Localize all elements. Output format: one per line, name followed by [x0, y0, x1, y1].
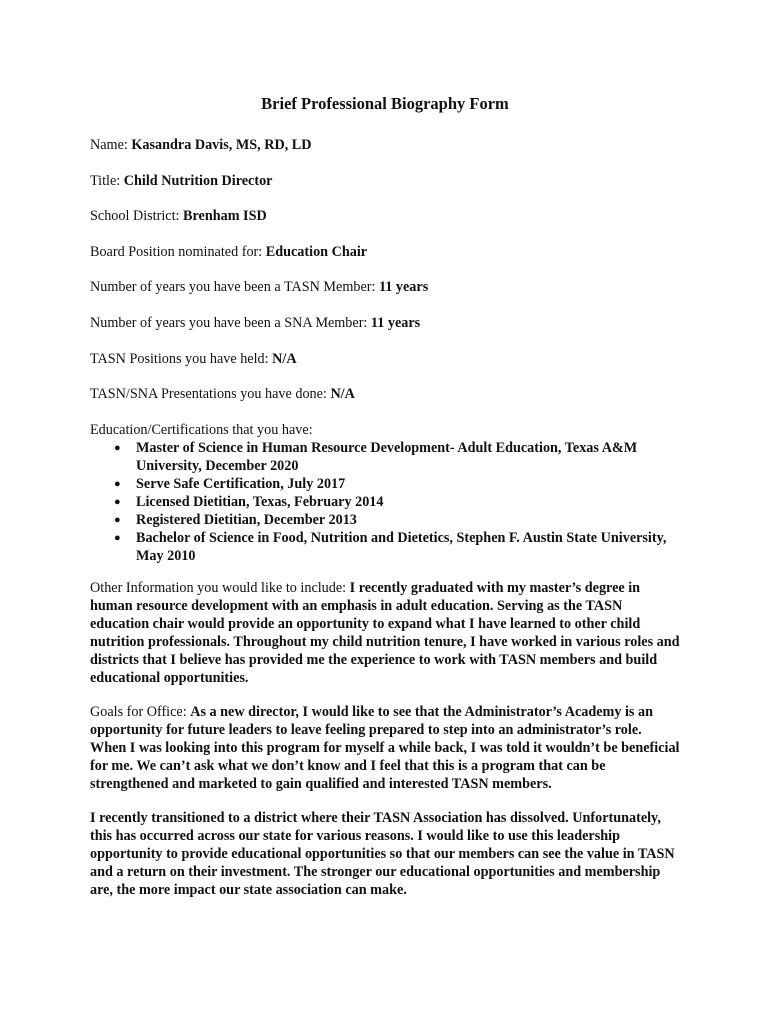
field-label: Number of years you have been a SNA Member: [90, 314, 371, 331]
field-presentations [90, 385, 680, 403]
field-tasn-positions [90, 350, 680, 368]
education-item: Serve Safe Certification, July 2017 [136, 475, 346, 492]
closing-paragraph: I recently transitioned to a district where their TASN Association has dissolved. Unfortunately, this has occurred across our state for various reasons. I would like to use this leadership opportunity to provide educational opportunities so that our members can see the value in TASN and a return on their investment. The stronger our educational opportunities and membership are, the more impact our state association can make. [90, 809, 675, 898]
list-item [114, 511, 680, 529]
field-label: TASN Positions you have held: [90, 350, 273, 367]
bullet-icon: ● [114, 477, 121, 490]
goals-for-office [90, 703, 680, 793]
goals-label: Goals for Office: [90, 703, 191, 720]
other-info-label: Other Information you would like to include: [90, 579, 350, 596]
field-label: Number of years you have been a TASN Member: [90, 279, 379, 296]
document-title: Brief Professional Biography Form [261, 94, 509, 113]
education-label: Education/Certifications that you have: [90, 421, 313, 438]
goals-text: As a new director, I would like to see that the Administrator’s Academy is an opportunity for future leaders to leave feeling prepared to step into an administrator’s role. When I was looking into this program for myself a while back, I was told it wouldn’t be beneficial for me. We can’t ask what we don’t know and I feel that this is a program that can be strengthened and marketed to gain qualified and interested TASN members. [90, 703, 680, 792]
field-value: N/A [272, 350, 297, 367]
field-value: Education Chair [265, 243, 368, 260]
field-value: Kasandra Davis, MS, RD, LD [131, 137, 312, 153]
list-item [114, 475, 680, 493]
education-item: Master of Science in Human Resource Development- Adult Education, Texas A&M University, December 2020 [136, 439, 638, 474]
field-label: Title: [90, 172, 124, 189]
list-item [114, 439, 680, 475]
field-value: Child Nutrition Director [123, 172, 273, 189]
bullet-icon: ● [114, 531, 121, 544]
list-item [114, 493, 680, 511]
bullet-icon: ● [114, 441, 121, 454]
field-tasn-years [90, 278, 680, 296]
education-item: Registered Dietitian, December 2013 [136, 511, 357, 528]
field-name [90, 136, 680, 154]
field-value: 11 years [370, 314, 421, 331]
field-sna-years [90, 314, 680, 332]
field-label: Board Position nominated for: [90, 243, 266, 260]
education-item: Licensed Dietitian, Texas, February 2014 [136, 493, 384, 510]
field-school-district [90, 207, 680, 225]
field-label: Name: [90, 137, 132, 153]
field-value: Brenham ISD [183, 208, 267, 225]
other-info-text: I recently graduated with my master’s degree in human resource development with an emphasis in adult education. Serving as the TASN education chair would provide an opportunity to expand what I have learned to other child nutrition professionals. Throughout my child nutrition tenure, I have worked in various roles and districts that I believe has provided me the experience to work with TASN members and build educational opportunities. [90, 579, 680, 686]
list-item [114, 529, 680, 565]
education-list [90, 439, 680, 565]
other-information [90, 579, 680, 687]
field-board-position [90, 243, 680, 261]
field-label: TASN/SNA Presentations you have done: [90, 386, 331, 403]
field-title [90, 172, 680, 190]
field-value: 11 years [378, 279, 429, 296]
field-label: School District: [90, 208, 184, 225]
bullet-icon: ● [114, 495, 121, 508]
bullet-icon: ● [114, 513, 121, 526]
field-value: N/A [330, 386, 355, 403]
education-item: Bachelor of Science in Food, Nutrition and Dietetics, Stephen F. Austin State University, May 2010 [136, 529, 667, 564]
